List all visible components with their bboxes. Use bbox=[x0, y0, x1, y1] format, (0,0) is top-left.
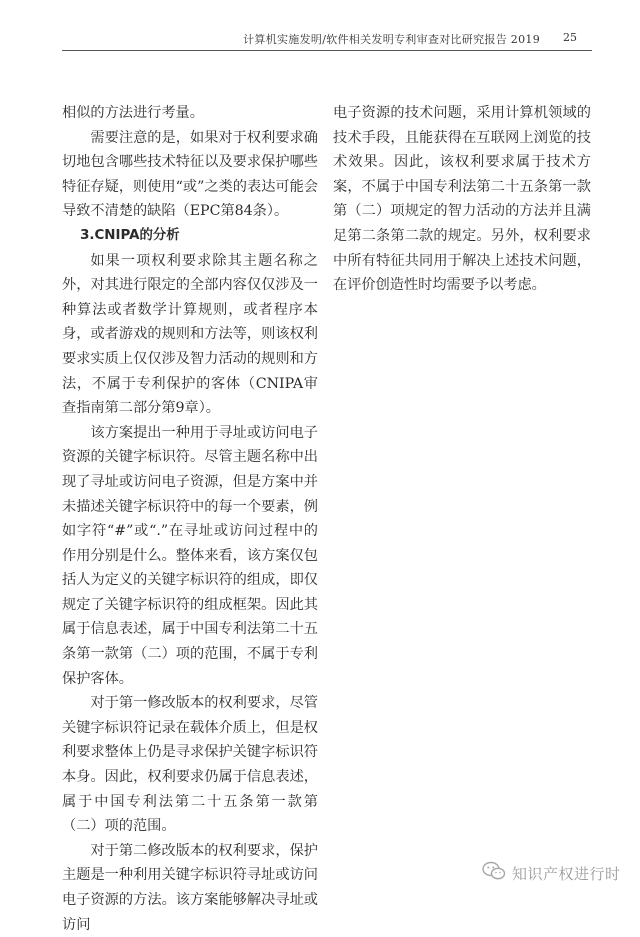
paragraph: 如果一项权利要求除其主题名称之外，对其进行限定的全部内容仅仅涉及一种算法或者数学计算规则，或者程序本身，或者游戏的规则和方法等，则该权利要求实质上仅仅涉及智力活动的规则和方法，不属于专利保护的客体（CNIPA审查指南第二部分第9章）。 bbox=[62, 252, 318, 417]
watermark bbox=[482, 862, 621, 884]
watermark-text: 知识产权进行时 bbox=[512, 864, 621, 883]
header-title: 计算机实施发明/软件相关发明专利审查对比研究报告 2019 bbox=[243, 33, 540, 46]
paragraph: 对于第二修改版本的权利要求，保护主题是一种利用关键字标识符寻址或访问电子资源的方法。该方案能够解决寻址或访问 bbox=[62, 842, 318, 933]
paragraph: 需要注意的是，如果对于权利要求确切地包含哪些技术特征以及要求保护哪些特征存疑，则使用“或”之类的表达可能会导致不清楚的缺陷（EPC第84条）。 bbox=[62, 129, 318, 220]
page-header bbox=[0, 28, 640, 48]
section-heading: 3.CNIPA的分析 bbox=[80, 227, 180, 243]
wechat-icon bbox=[482, 861, 506, 885]
paragraph: 该方案提出一种用于寻址或访问电子资源的关键字标识符。尽管主题名称中出现了寻址或访问电子资源，但是方案中并未描述关键字标识符中的每一个要素，例如字符“#”或“.”在寻址或访问过程中的作用分别是什么。整体来看，该方案仅包括人为定义的关键字标识符的组成，即仅规定了关键字标识符的组成框架。因此其属于信息表述，属于中国专利法第二十五条第一款第（二）项的范围，不属于专利保护客体。 bbox=[62, 424, 318, 687]
paragraph: 对于第一修改版本的权利要求，尽管关键字标识符记录在载体介质上，但是权利要求整体上仍是寻求保护关键字标识符本身。因此，权利要求仍属于信息表述，属于中国专利法第二十五条第一款第（二）项的范围。 bbox=[62, 695, 318, 835]
paragraph: 相似的方法进行考量。 bbox=[62, 105, 204, 121]
header-rule bbox=[62, 50, 592, 51]
paragraph: 电子资源的技术问题，采用计算机领域的技术手段，且能获得在互联网上浏览的技术效果。因此，该权利要求属于技术方案，不属于中国专利法第二十五条第一款第（二）项规定的智力活动的方法并且满足第二条第二款的规定。另外，权利要求中所有特征共同用于解决上述技术问题，在评价创造性时均需要予以考虑。 bbox=[333, 105, 591, 294]
page-number: 25 bbox=[563, 31, 577, 44]
left-column bbox=[62, 101, 318, 937]
right-column bbox=[333, 101, 591, 298]
